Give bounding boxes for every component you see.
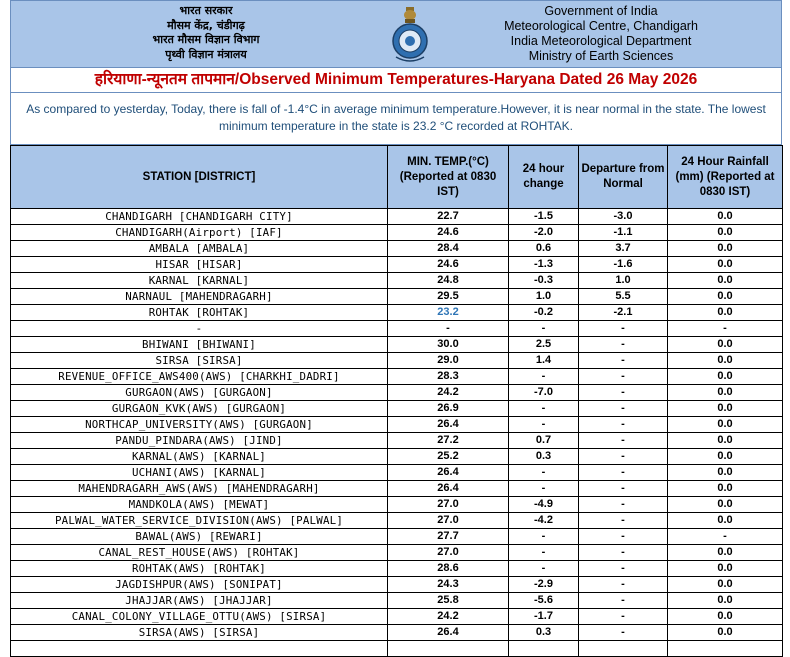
rainfall-cell: 0.0 bbox=[668, 593, 783, 609]
station-cell: JAGDISHPUR(AWS) [SONIPAT] bbox=[11, 577, 388, 593]
table-row bbox=[11, 225, 783, 241]
station-cell: KARNAL(AWS) [KARNAL] bbox=[11, 449, 388, 465]
min-temp-cell: 24.2 bbox=[388, 609, 509, 625]
min-temp-cell: 26.4 bbox=[388, 625, 509, 641]
header-english-block bbox=[421, 4, 781, 64]
departure-cell: - bbox=[579, 385, 668, 401]
table-row bbox=[11, 241, 783, 257]
change-cell: -0.2 bbox=[509, 305, 579, 321]
departure-cell: - bbox=[579, 497, 668, 513]
table-row bbox=[11, 305, 783, 321]
header-english-line: India Meteorological Department bbox=[510, 34, 692, 48]
table-row bbox=[11, 209, 783, 225]
change-cell: - bbox=[509, 529, 579, 545]
table-row bbox=[11, 417, 783, 433]
station-cell: SIRSA [SIRSA] bbox=[11, 353, 388, 369]
change-cell: - bbox=[509, 369, 579, 385]
rainfall-cell: 0.0 bbox=[668, 385, 783, 401]
station-cell: MANDKOLA(AWS) [MEWAT] bbox=[11, 497, 388, 513]
header-hindi-block bbox=[11, 4, 401, 62]
min-temp-cell: 24.3 bbox=[388, 577, 509, 593]
header-24h-change: 24 hour change bbox=[509, 146, 579, 209]
rainfall-cell: 0.0 bbox=[668, 449, 783, 465]
min-temp-cell: 23.2 bbox=[388, 305, 509, 321]
departure-cell: - bbox=[579, 417, 668, 433]
station-cell: NORTHCAP_UNIVERSITY(AWS) [GURGAON] bbox=[11, 417, 388, 433]
departure-cell: 1.0 bbox=[579, 273, 668, 289]
min-temp-cell: 28.6 bbox=[388, 561, 509, 577]
table-row bbox=[11, 577, 783, 593]
station-cell: CHANDIGARH [CHANDIGARH CITY] bbox=[11, 209, 388, 225]
departure-cell: - bbox=[579, 625, 668, 641]
report-title: हरियाणा-न्यूनतम तापमान/Observed Minimum Temperatures-Haryana Dated 26 May 2026 bbox=[10, 68, 782, 93]
station-cell: PANDU_PINDARA(AWS) [JIND] bbox=[11, 433, 388, 449]
change-cell: -5.6 bbox=[509, 593, 579, 609]
header-station: STATION [DISTRICT] bbox=[11, 146, 388, 209]
departure-cell: -1.1 bbox=[579, 225, 668, 241]
min-temp-cell: 27.0 bbox=[388, 497, 509, 513]
station-cell: KARNAL [KARNAL] bbox=[11, 273, 388, 289]
rainfall-cell: 0.0 bbox=[668, 481, 783, 497]
table-row bbox=[11, 369, 783, 385]
rainfall-cell: 0.0 bbox=[668, 369, 783, 385]
departure-cell: - bbox=[579, 353, 668, 369]
min-temp-cell: 24.2 bbox=[388, 385, 509, 401]
departure-cell: 5.5 bbox=[579, 289, 668, 305]
change-cell: 0.3 bbox=[509, 625, 579, 641]
departure-cell: - bbox=[579, 449, 668, 465]
rainfall-cell: 0.0 bbox=[668, 305, 783, 321]
min-temp-cell: 29.0 bbox=[388, 353, 509, 369]
departure-cell: - bbox=[579, 321, 668, 337]
change-cell: - bbox=[509, 561, 579, 577]
table-row bbox=[11, 385, 783, 401]
min-temp-cell: 30.0 bbox=[388, 337, 509, 353]
table-row bbox=[11, 433, 783, 449]
change-cell: -7.0 bbox=[509, 385, 579, 401]
empty-cell bbox=[668, 641, 783, 657]
station-cell: GURGAON_KVK(AWS) [GURGAON] bbox=[11, 401, 388, 417]
table-row bbox=[11, 273, 783, 289]
change-cell: - bbox=[509, 321, 579, 337]
rainfall-cell: 0.0 bbox=[668, 465, 783, 481]
rainfall-cell: 0.0 bbox=[668, 513, 783, 529]
rainfall-cell: 0.0 bbox=[668, 353, 783, 369]
rainfall-cell: 0.0 bbox=[668, 561, 783, 577]
change-cell: - bbox=[509, 545, 579, 561]
change-cell: -2.9 bbox=[509, 577, 579, 593]
departure-cell: - bbox=[579, 609, 668, 625]
change-cell: - bbox=[509, 401, 579, 417]
station-cell: NARNAUL [MAHENDRAGARH] bbox=[11, 289, 388, 305]
table-row bbox=[11, 337, 783, 353]
table-row bbox=[11, 449, 783, 465]
station-cell: MAHENDRAGARH_AWS(AWS) [MAHENDRAGARH] bbox=[11, 481, 388, 497]
change-cell: -4.9 bbox=[509, 497, 579, 513]
change-cell: 2.5 bbox=[509, 337, 579, 353]
min-temp-cell: 22.7 bbox=[388, 209, 509, 225]
summary-text: As compared to yesterday, Today, there is fall of -1.4°C in average minimum temperature.However, it is near normal in the state. The lowest minimum temperature in the state is 23.2 °C recorded at ROHTAK. bbox=[10, 93, 782, 145]
rainfall-cell: 0.0 bbox=[668, 433, 783, 449]
table-row bbox=[11, 465, 783, 481]
header-english-line: Government of India bbox=[544, 4, 658, 18]
min-temp-cell: 26.9 bbox=[388, 401, 509, 417]
change-cell: 0.3 bbox=[509, 449, 579, 465]
min-temp-cell: 28.4 bbox=[388, 241, 509, 257]
rainfall-cell: 0.0 bbox=[668, 225, 783, 241]
station-cell: HISAR [HISAR] bbox=[11, 257, 388, 273]
table-header-row bbox=[11, 146, 783, 209]
table-row bbox=[11, 481, 783, 497]
table-row bbox=[11, 625, 783, 641]
rainfall-cell: 0.0 bbox=[668, 337, 783, 353]
station-cell: JHAJJAR(AWS) [JHAJJAR] bbox=[11, 593, 388, 609]
header-hindi-line: पृथ्वी विज्ञान मंत्रालय bbox=[165, 47, 247, 61]
table-row bbox=[11, 529, 783, 545]
header-english-line: Meteorological Centre, Chandigarh bbox=[504, 19, 698, 33]
departure-cell: - bbox=[579, 369, 668, 385]
departure-cell: - bbox=[579, 577, 668, 593]
table-row bbox=[11, 401, 783, 417]
departure-cell: 3.7 bbox=[579, 241, 668, 257]
change-cell: -0.3 bbox=[509, 273, 579, 289]
departure-cell: - bbox=[579, 481, 668, 497]
rainfall-cell: 0.0 bbox=[668, 257, 783, 273]
min-temp-cell: 25.8 bbox=[388, 593, 509, 609]
table-row bbox=[11, 497, 783, 513]
table-row-empty bbox=[11, 641, 783, 657]
min-temp-cell: 24.6 bbox=[388, 257, 509, 273]
min-temp-cell: 24.6 bbox=[388, 225, 509, 241]
station-cell: ROHTAK(AWS) [ROHTAK] bbox=[11, 561, 388, 577]
header-english-line: Ministry of Earth Sciences bbox=[528, 49, 674, 63]
departure-cell: - bbox=[579, 513, 668, 529]
empty-cell bbox=[11, 641, 388, 657]
header-departure: Departure from Normal bbox=[579, 146, 668, 209]
rainfall-cell: 0.0 bbox=[668, 289, 783, 305]
table-row bbox=[11, 321, 783, 337]
departure-cell: -3.0 bbox=[579, 209, 668, 225]
min-temp-cell: 26.4 bbox=[388, 465, 509, 481]
station-cell: CANAL_COLONY_VILLAGE_OTTU(AWS) [SIRSA] bbox=[11, 609, 388, 625]
min-temp-cell: 26.4 bbox=[388, 417, 509, 433]
change-cell: -4.2 bbox=[509, 513, 579, 529]
departure-cell: - bbox=[579, 545, 668, 561]
departure-cell: - bbox=[579, 465, 668, 481]
min-temp-cell: 28.3 bbox=[388, 369, 509, 385]
table-row bbox=[11, 593, 783, 609]
station-cell: GURGAON(AWS) [GURGAON] bbox=[11, 385, 388, 401]
station-cell: - bbox=[11, 321, 388, 337]
change-cell: -1.5 bbox=[509, 209, 579, 225]
departure-cell: - bbox=[579, 401, 668, 417]
rainfall-cell: 0.0 bbox=[668, 577, 783, 593]
change-cell: -1.7 bbox=[509, 609, 579, 625]
departure-cell: - bbox=[579, 337, 668, 353]
change-cell: -1.3 bbox=[509, 257, 579, 273]
min-temp-cell: 26.4 bbox=[388, 481, 509, 497]
change-cell: 0.6 bbox=[509, 241, 579, 257]
departure-cell: - bbox=[579, 593, 668, 609]
rainfall-cell: 0.0 bbox=[668, 241, 783, 257]
departure-cell: -2.1 bbox=[579, 305, 668, 321]
station-cell: BAWAL(AWS) [REWARI] bbox=[11, 529, 388, 545]
empty-cell bbox=[388, 641, 509, 657]
table-row bbox=[11, 609, 783, 625]
rainfall-cell: 0.0 bbox=[668, 609, 783, 625]
header-min-temp: MIN. TEMP.(°C) (Reported at 0830 IST) bbox=[388, 146, 509, 209]
change-cell: 1.0 bbox=[509, 289, 579, 305]
rainfall-cell: 0.0 bbox=[668, 625, 783, 641]
rainfall-cell: 0.0 bbox=[668, 273, 783, 289]
header-hindi-line: भारत मौसम विज्ञान विभाग bbox=[152, 33, 260, 46]
table-body bbox=[11, 209, 783, 657]
station-cell: CHANDIGARH(Airport) [IAF] bbox=[11, 225, 388, 241]
table-row bbox=[11, 545, 783, 561]
report-header bbox=[10, 0, 782, 68]
change-cell: - bbox=[509, 465, 579, 481]
station-cell: SIRSA(AWS) [SIRSA] bbox=[11, 625, 388, 641]
change-cell: - bbox=[509, 481, 579, 497]
departure-cell: - bbox=[579, 529, 668, 545]
empty-cell bbox=[579, 641, 668, 657]
table-row bbox=[11, 513, 783, 529]
station-cell: CANAL_REST_HOUSE(AWS) [ROHTAK] bbox=[11, 545, 388, 561]
min-temp-cell: 27.0 bbox=[388, 513, 509, 529]
table-row bbox=[11, 257, 783, 273]
station-cell: BHIWANI [BHIWANI] bbox=[11, 337, 388, 353]
rainfall-cell: - bbox=[668, 529, 783, 545]
rainfall-cell: - bbox=[668, 321, 783, 337]
station-cell: ROHTAK [ROHTAK] bbox=[11, 305, 388, 321]
header-hindi-line: मौसम केंद्र, चंडीगढ़ bbox=[167, 18, 245, 32]
change-cell: -2.0 bbox=[509, 225, 579, 241]
header-hindi-line: भारत सरकार bbox=[179, 4, 233, 17]
change-cell: 1.4 bbox=[509, 353, 579, 369]
rainfall-cell: 0.0 bbox=[668, 417, 783, 433]
header-rainfall: 24 Hour Rainfall (mm) (Reported at 0830 IST) bbox=[668, 146, 783, 209]
min-temp-cell: - bbox=[388, 321, 509, 337]
rainfall-cell: 0.0 bbox=[668, 545, 783, 561]
change-cell: 0.7 bbox=[509, 433, 579, 449]
departure-cell: - bbox=[579, 433, 668, 449]
rainfall-cell: 0.0 bbox=[668, 401, 783, 417]
station-cell: UCHANI(AWS) [KARNAL] bbox=[11, 465, 388, 481]
min-temp-cell: 27.7 bbox=[388, 529, 509, 545]
rainfall-cell: 0.0 bbox=[668, 497, 783, 513]
rainfall-cell: 0.0 bbox=[668, 209, 783, 225]
temperature-table bbox=[10, 145, 783, 657]
station-cell: AMBALA [AMBALA] bbox=[11, 241, 388, 257]
table-row bbox=[11, 353, 783, 369]
table-row bbox=[11, 561, 783, 577]
min-temp-cell: 25.2 bbox=[388, 449, 509, 465]
station-cell: PALWAL_WATER_SERVICE_DIVISION(AWS) [PALWAL] bbox=[11, 513, 388, 529]
min-temp-cell: 27.0 bbox=[388, 545, 509, 561]
departure-cell: -1.6 bbox=[579, 257, 668, 273]
table-row bbox=[11, 289, 783, 305]
empty-cell bbox=[509, 641, 579, 657]
min-temp-cell: 27.2 bbox=[388, 433, 509, 449]
min-temp-cell: 29.5 bbox=[388, 289, 509, 305]
min-temp-cell: 24.8 bbox=[388, 273, 509, 289]
departure-cell: - bbox=[579, 561, 668, 577]
change-cell: - bbox=[509, 417, 579, 433]
station-cell: REVENUE_OFFICE_AWS400(AWS) [CHARKHI_DADRI] bbox=[11, 369, 388, 385]
